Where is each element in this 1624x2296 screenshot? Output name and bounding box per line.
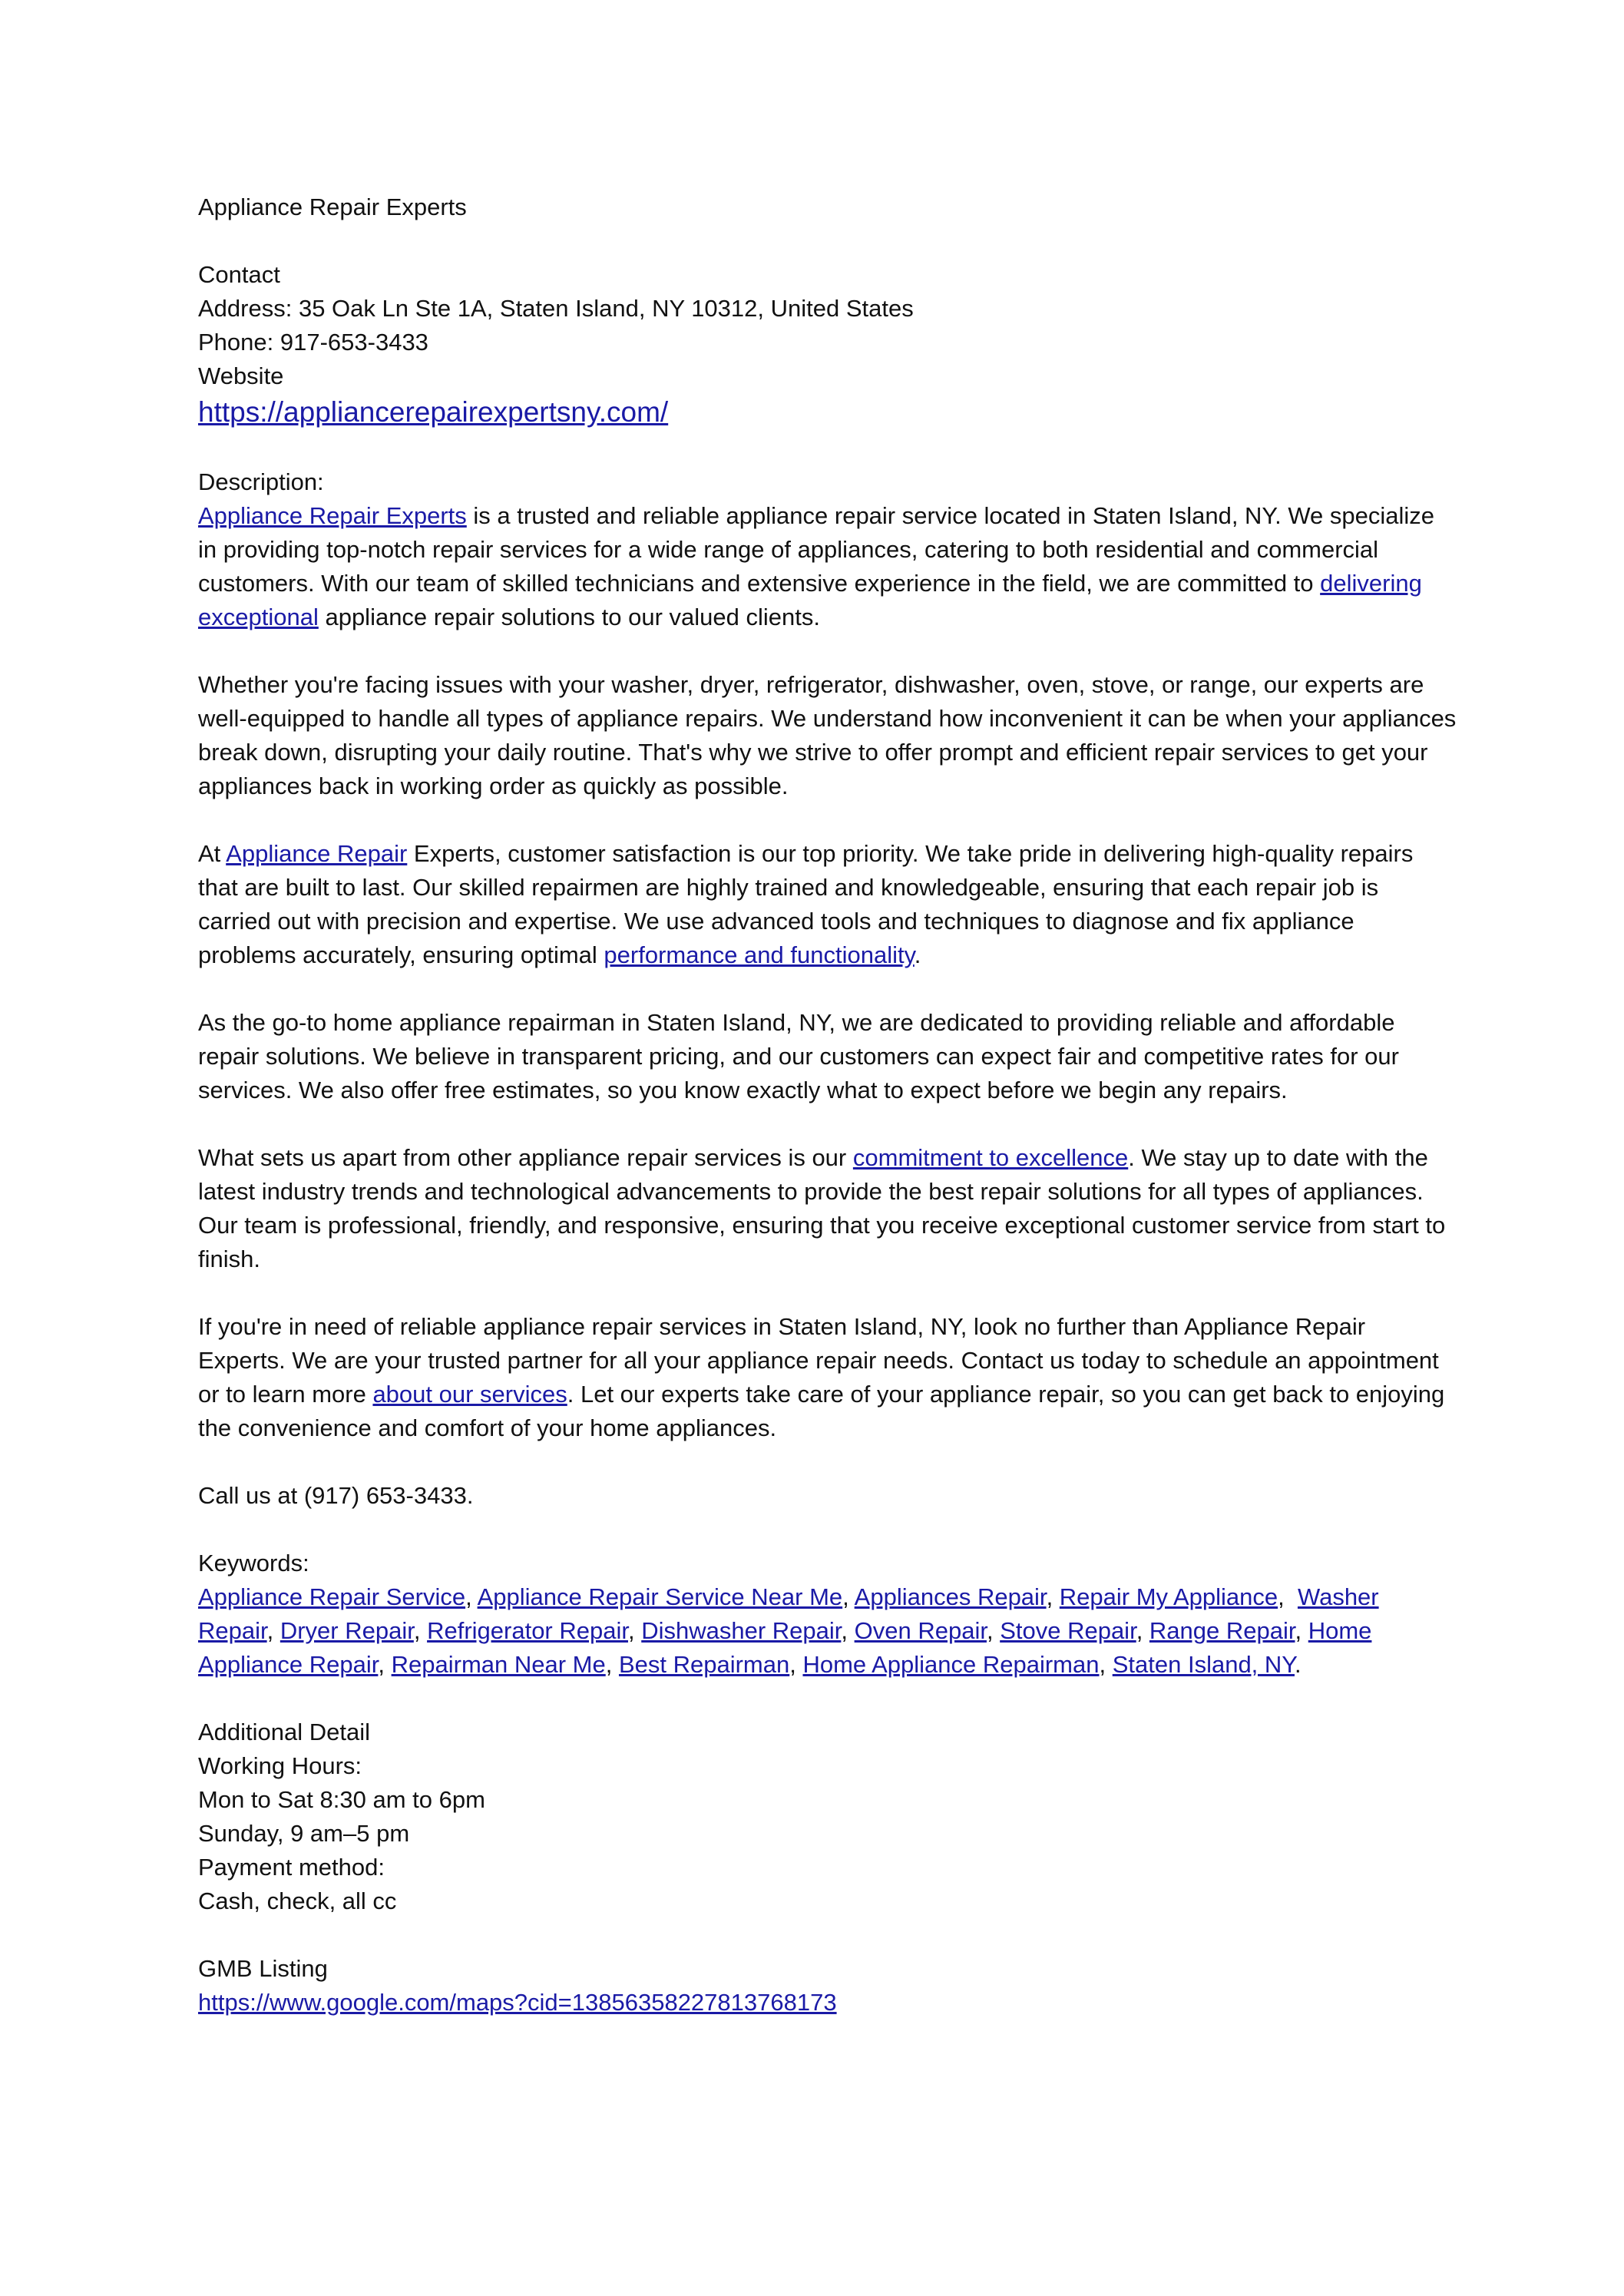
call-us-text: Call us at (917) 653-3433.: [198, 1482, 474, 1509]
keyword-link[interactable]: Staten Island, NY: [1112, 1651, 1295, 1678]
keyword-link[interactable]: Best Repairman: [618, 1651, 790, 1678]
keyword-link[interactable]: Repairman Near Me: [391, 1651, 606, 1678]
working-hours-weekday: Mon to Sat 8:30 am to 6pm: [198, 1786, 485, 1813]
keyword-link[interactable]: Oven Repair: [854, 1617, 987, 1644]
gmb-listing-link[interactable]: https://www.google.com/maps?cid=13856358227813768173: [198, 1989, 837, 2016]
keyword-link[interactable]: Appliance Repair Service Near Me: [477, 1583, 843, 1610]
keyword-link[interactable]: Dishwasher Repair: [641, 1617, 842, 1644]
working-hours-sunday: Sunday, 9 am–5 pm: [198, 1820, 410, 1847]
working-hours-label: Working Hours:: [198, 1752, 362, 1779]
keywords-heading: Keywords:: [198, 1550, 309, 1576]
document-page: [198, 190, 1457, 2020]
link-commitment-to-excellence[interactable]: commitment to excellence: [852, 1144, 1129, 1171]
gmb-listing-heading: GMB Listing: [198, 1955, 328, 1982]
additional-detail-heading: Additional Detail: [198, 1719, 371, 1745]
website-link[interactable]: https://appliancerepairexpertsny.com/: [198, 396, 669, 428]
description-paragraph-3: At Appliance Repair Experts, customer satisfaction is our top priority. We take pride in delivering high-quality repairs that are built to last. Our skilled repairmen are highly trained and knowledgeable, ensuring that each repair job is carried out with precision and expertise. We use advanced tools and techniques to diagnose and fix appliance problems accurately, ensuring optimal performance and functionality.: [198, 840, 1414, 968]
payment-method-value: Cash, check, all cc: [198, 1887, 397, 1914]
keyword-link[interactable]: Refrigerator Repair: [427, 1617, 628, 1644]
keyword-link[interactable]: Appliances Repair: [854, 1583, 1047, 1610]
keyword-link[interactable]: Range Repair: [1149, 1617, 1295, 1644]
contact-heading: Contact: [198, 261, 280, 288]
contact-address: Address: 35 Oak Ln Ste 1A, Staten Island, NY 10312, United States: [198, 295, 914, 322]
keywords-list: Appliance Repair Service, Appliance Repair Service Near Me, Appliances Repair, Repair My Appliance, Washer Repair, Dryer Repair, Refrigerator Repair, Dishwasher Repair, Oven Repair, Stove Repair, Range Repair, Home Appliance Repair, Repairman Near Me, Best Repairman, Home Appliance Repairman, Staten Island, NY.: [198, 1583, 1379, 1678]
description-paragraph-1: Appliance Repair Experts is a trusted and reliable appliance repair service located in Staten Island, NY. We specialize in providing top-notch repair services for a wide range of appliances, catering to both residential and commercial customers. With our team of skilled technicians and extensive experience in the field, we are committed to delivering exceptional appliance repair solutions to our valued clients.: [198, 502, 1435, 630]
keyword-link[interactable]: Washer Repair: [198, 1583, 1379, 1644]
description-heading: Description:: [198, 468, 324, 495]
description-paragraph-5: What sets us apart from other appliance repair services is our commitment to excellence. We stay up to date with the latest industry trends and technological advancements to provide the best repair solutions for all types of appliances. Our team is professional, friendly, and responsive, ensuring that you receive exceptional customer service from start to finish.: [198, 1144, 1446, 1272]
keyword-link[interactable]: Dryer Repair: [279, 1617, 414, 1644]
description-paragraph-4: As the go-to home appliance repairman in Staten Island, NY, we are dedicated to providing reliable and affordable repair solutions. We believe in transparent pricing, and our customers can expect fair and competitive rates for our services. We also offer free estimates, so you know exactly what to expect before we begin any repairs.: [198, 1009, 1399, 1103]
keyword-link[interactable]: Appliance Repair Service: [198, 1583, 466, 1610]
keyword-link[interactable]: Home Appliance Repair: [198, 1617, 1372, 1678]
contact-phone: Phone: 917-653-3433: [198, 329, 428, 356]
description-paragraph-2: Whether you're facing issues with your washer, dryer, refrigerator, dishwasher, oven, stove, or range, our experts are well-equipped to handle all types of appliance repairs. We understand how inconvenient it can be when your appliances break down, disrupting your daily routine. That's why we strive to offer prompt and efficient repair services to get your appliances back in working order as quickly as possible.: [198, 671, 1457, 799]
description-paragraph-6: If you're in need of reliable appliance repair services in Staten Island, NY, look no further than Appliance Repair Experts. We are your trusted partner for all your appliance repair needs. Contact us today to schedule an appointment or to learn more about our services. Let our experts take care of your appliance repair, so you can get back to enjoying the convenience and comfort of your home appliances.: [198, 1313, 1445, 1441]
link-appliance-repair-experts[interactable]: Appliance Repair Experts: [198, 502, 467, 529]
link-performance-and-functionality[interactable]: performance and functionality: [604, 941, 915, 968]
payment-method-label: Payment method:: [198, 1854, 385, 1881]
document-title: Appliance Repair Experts: [198, 194, 467, 220]
keyword-link[interactable]: Repair My Appliance: [1059, 1583, 1278, 1610]
link-appliance-repair[interactable]: Appliance Repair: [226, 840, 408, 867]
link-delivering-exceptional[interactable]: delivering exceptional: [198, 570, 1422, 630]
website-label: Website: [198, 362, 284, 389]
keyword-link[interactable]: Home Appliance Repairman: [802, 1651, 1100, 1678]
keyword-link[interactable]: Stove Repair: [1000, 1617, 1136, 1644]
link-about-our-services[interactable]: about our services: [372, 1381, 567, 1408]
